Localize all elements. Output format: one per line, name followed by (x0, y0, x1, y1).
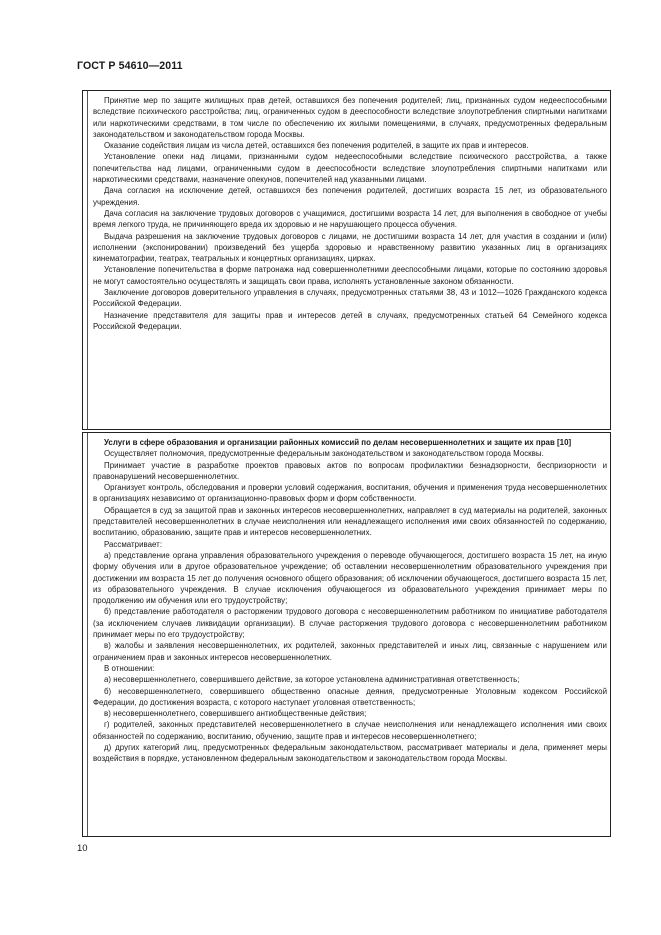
section2-paragraph: а) несовершеннолетнего, совершившего действие, за которое установлена административная ответственность; (104, 675, 520, 685)
document-header: ГОСТ Р 54610—2011 (77, 60, 183, 72)
section1-paragraph: Оказание содействия лицам из числа детей, оставшихся без попечения родителей, в защите их прав и интересов. (104, 141, 529, 151)
section1-paragraph: Дача согласия на заключение трудовых договоров с учащимися, достигшими возраста 14 лет, для выполнения в свободное от учебы время легкого труда, не причиняющего вреда их здоровью и не нарушающего процесса обучения. (93, 208, 607, 230)
section2-paragraph: в) несовершеннолетнего, совершившего антиобщественные действия; (104, 709, 367, 719)
section1-paragraph: Назначение представителя для защиты прав и интересов детей в случаях, предусмотренных статьей 64 Семейного кодекса Российской Федерации. (93, 310, 607, 331)
section2-paragraph: в) жалобы и заявления несовершеннолетних, их родителей, законных представителей и иных лиц, связанные с нарушением или ограничением прав и законных интересов несовершеннолетних. (93, 641, 607, 662)
section1-paragraph: Выдача разрешения на заключение трудовых договоров с лицами, не достигшими возраста 14 лет, для участия в создании и (или) исполнении (экспонировании) произведений без ущерба здоровью и нравственному развитию указанных лиц в организациях кинематографии, театрах, театральных и концертных организациях, цирках. (93, 231, 607, 264)
section1-cell (87, 91, 610, 429)
section2-paragraph: Принимает участие в разработке проектов правовых актов по вопросам профилактики безнадзорности, беспризорности и правонарушений несовершеннолетних. (93, 460, 607, 481)
section2-paragraph: В отношении: (104, 663, 155, 673)
section2-paragraph: Организует контроль, обследования и проверки условий содержания, воспитания, обучения и применения труда несовершеннолетних в организациях независимо от организационно-правовых форм и форм собственности. (93, 483, 607, 504)
table-row-guardianship (82, 90, 611, 430)
section2-paragraph: г) родителей, законных представителей несовершеннолетнего в случае неисполнения или ненадлежащего исполнения ими своих обязанностей по содержанию, воспитанию, обучению, защите прав и интересов несовершеннолетнего; (93, 720, 607, 741)
section2-paragraph: Осуществляет полномочия, предусмотренные федеральным законодательством и законодательством города Москвы. (104, 449, 544, 459)
section2-paragraph: д) других категорий лиц, предусмотренных федеральным законодательством, рассматривает материалы и дела, применяет меры воздействия в порядке, установленном федеральным законодательством и законодательством города Москвы. (93, 743, 607, 764)
section1-paragraph: Установление опеки над лицами, признанными судом недееспособными вследствие психического расстройства, а также попечительства над лицами, ограниченными судом в дееспособности вследствие злоупотребления спиртными напитками или наркотическими средствами, назначение опекунов, попечителей над указанными лицами. (93, 152, 607, 185)
section1-paragraph: Установление попечительства в форме патронажа над совершеннолетними дееспособными лицами, которые по состоянию здоровья не могут самостоятельно осуществлять и защищать свои права, исполнять установленные законом обязанности. (93, 265, 607, 286)
section2-title: Услуги в сфере образования и организации районных комиссий по делам несовершеннолетних и защите их прав [10] (104, 438, 572, 447)
section2-cell (87, 433, 610, 836)
section1-paragraph: Дача согласия на исключение детей, оставшихся без попечения родителей, достигших возраста 15 лет, из образовательного учреждения. (93, 186, 607, 207)
section1-paragraph: Принятие мер по защите жилищных прав детей, оставшихся без попечения родителей; лиц, признанных судом недееспособными вследствие психического расстройства; лиц, ограниченных судом в дееспособности вследствие злоупотребления спиртными напитками или наркотическими средствами, в том числе по обеспечению их жилыми помещениями, в случаях, предусмотренных федеральным законодательством и законодательством города Москвы. (93, 96, 607, 139)
table-row-education (82, 432, 611, 837)
section2-paragraph: б) представление работодателя о расторжении трудового договора с несовершеннолетним работником по инициативе работодателя (за исключением случаев ликвидации организации). В случае расторжения трудового договора с несовершеннолетним работником принимает меры по его трудоустройству; (93, 607, 607, 640)
section2-paragraph: Обращается в суд за защитой прав и законных интересов несовершеннолетних, направляет в суд материалы на родителей, законных представителей несовершеннолетних в случае неисполнения или ненадлежащего исполнения ими своих обязанностей по содержанию, воспитанию, образованию, защите прав и интересов несовершеннолетних. (93, 505, 607, 538)
section2-paragraph: б) несовершеннолетнего, совершившего общественно опасные деяния, предусмотренные Уголовным кодексом Российской Федерации, до достижения возраста, с которого наступает уголовная ответственность; (93, 686, 607, 707)
section2-paragraph: а) представление органа управления образовательного учреждения о переводе обучающегося, достигшего возраста 15 лет, на иную форму обучения или в другое образовательное учреждение; об оставлении несовершеннолетним образовательного учреждения при достижении им возраста 15 лет до получения основного общего образования; об исключении обучающегося, достигшего возраста 15 лет, из образовательного учреждения. В случае исключения обучающегося из образовательного учреждения принимает меры по продолжению им обучения или его трудоустройству; (93, 550, 607, 606)
section2-paragraph: Рассматривает: (104, 539, 163, 549)
section1-paragraph: Заключение договоров доверительного управления в случаях, предусмотренных статьями 38, 43 и 1012—1026 Гражданского кодекса Российской Федерации. (93, 288, 607, 309)
page-number: 10 (77, 843, 88, 854)
